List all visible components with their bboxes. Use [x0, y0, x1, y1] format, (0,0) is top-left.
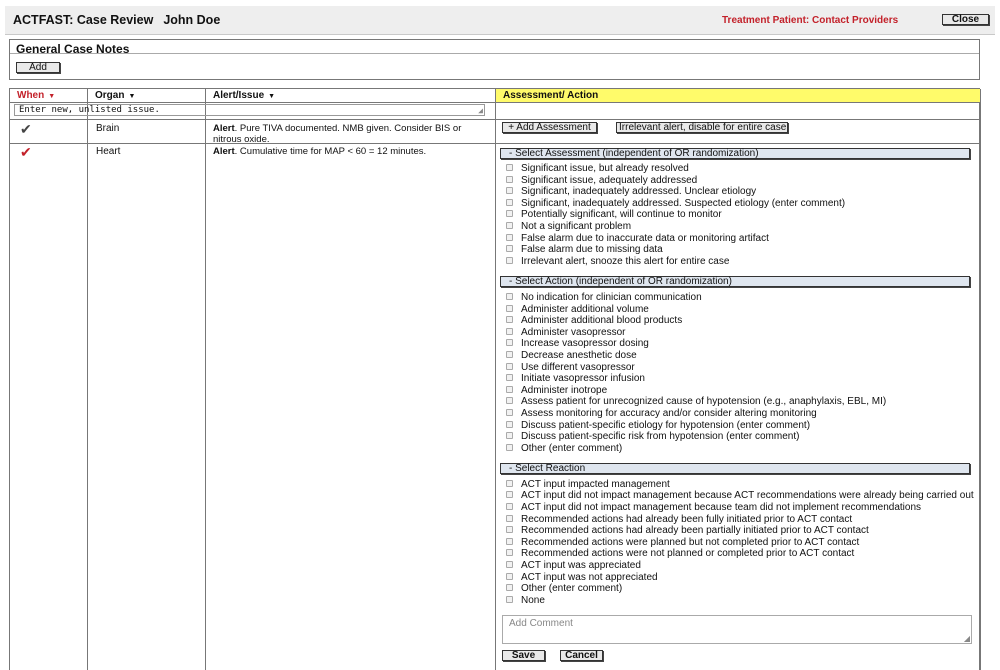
notes-title: General Case Notes — [16, 42, 130, 56]
column-divider — [205, 89, 206, 670]
reaction-option[interactable] — [506, 595, 545, 606]
action-option[interactable] — [506, 420, 810, 431]
checkbox-icon[interactable] — [506, 374, 513, 381]
organ-cell: Brain — [96, 123, 120, 134]
assessment-option[interactable] — [506, 163, 689, 174]
option-label: Potentially significant, will continue to monitor — [521, 209, 722, 220]
checkbox-icon[interactable] — [506, 210, 513, 217]
column-header-when[interactable] — [10, 89, 87, 102]
checkbox-icon[interactable] — [506, 444, 513, 451]
option-label: Administer inotrope — [521, 385, 608, 396]
assessment-option[interactable] — [506, 175, 697, 186]
row-divider — [10, 119, 979, 120]
option-label: ACT input impacted management — [521, 479, 670, 490]
comment-placeholder: Add Comment — [509, 618, 573, 629]
option-label: Recommended actions were not planned or completed prior to ACT contact — [521, 548, 855, 559]
checkbox-icon[interactable] — [506, 596, 513, 603]
assessment-option[interactable] — [506, 186, 756, 197]
assessment-option[interactable] — [506, 233, 769, 244]
sort-down-icon: ▼ — [128, 93, 136, 100]
checkbox-icon[interactable] — [506, 584, 513, 591]
column-divider — [980, 89, 981, 670]
checkbox-icon[interactable] — [506, 176, 513, 183]
checkbox-icon[interactable] — [506, 316, 513, 323]
checkmark-icon[interactable]: ✔ — [20, 121, 32, 137]
option-label: Other (enter comment) — [521, 443, 623, 454]
checkbox-icon[interactable] — [506, 328, 513, 335]
action-option[interactable] — [506, 327, 625, 338]
header-organ-label: Organ — [95, 90, 125, 101]
reaction-option[interactable] — [506, 583, 622, 594]
assessment-option[interactable] — [506, 256, 729, 267]
checkbox-icon[interactable] — [506, 199, 513, 206]
row-divider — [10, 143, 979, 144]
option-label: False alarm due to inaccurate data or monitoring artifact — [521, 233, 769, 244]
checkbox-icon[interactable] — [506, 386, 513, 393]
option-label: Use different vasopressor — [521, 362, 635, 373]
option-label: False alarm due to missing data — [521, 244, 663, 255]
option-label: Not a significant problem — [521, 221, 632, 232]
app-title: ACTFAST: Case Review — [13, 13, 154, 27]
assessment-option[interactable] — [506, 209, 722, 220]
option-label: ACT input was not appreciated — [521, 572, 658, 583]
select-reaction-header[interactable]: - Select Reaction — [500, 463, 970, 474]
checkbox-icon[interactable] — [506, 245, 513, 252]
option-label: Administer additional blood products — [521, 315, 683, 326]
assessment-option[interactable] — [506, 198, 845, 209]
column-header-alert[interactable] — [206, 89, 495, 102]
reaction-option[interactable] — [506, 479, 670, 490]
option-label: Assess monitoring for accuracy and/or consider altering monitoring — [521, 408, 817, 419]
checkbox-icon[interactable] — [506, 421, 513, 428]
checkbox-icon[interactable] — [506, 491, 513, 498]
alert-prefix: Alert — [213, 146, 235, 157]
select-action-header[interactable]: - Select Action (independent of OR randomization) — [500, 276, 970, 287]
page-title — [13, 13, 220, 27]
column-header-assessment — [496, 89, 980, 102]
checkbox-icon[interactable] — [506, 339, 513, 346]
option-label: Recommended actions had already been partially initiated prior to ACT contact — [521, 525, 869, 536]
alert-text: . Cumulative time for MAP < 60 = 12 minutes. — [234, 146, 427, 157]
checkbox-icon[interactable] — [506, 526, 513, 533]
checkbox-icon[interactable] — [506, 234, 513, 241]
action-option[interactable] — [506, 443, 622, 454]
checkbox-icon[interactable] — [506, 293, 513, 300]
notes-title-bar — [10, 40, 979, 54]
resize-handle-icon[interactable]: ◢ — [478, 106, 483, 115]
action-option[interactable] — [506, 292, 702, 303]
action-option[interactable] — [506, 385, 607, 396]
assessment-option[interactable] — [506, 221, 631, 232]
option-label: ACT input was appreciated — [521, 560, 641, 571]
row-divider — [10, 102, 979, 103]
checkbox-icon[interactable] — [506, 351, 513, 358]
reaction-option[interactable] — [506, 548, 854, 559]
action-option[interactable] — [506, 350, 637, 361]
header-alert-label: Alert/Issue — [213, 90, 265, 101]
sort-down-icon: ▼ — [268, 93, 276, 100]
option-label: Discuss patient-specific etiology for hypotension (enter comment) — [521, 420, 811, 431]
add-note-button[interactable]: Add — [16, 62, 60, 73]
checkbox-icon[interactable] — [506, 409, 513, 416]
checkbox-icon[interactable] — [506, 561, 513, 568]
add-comment-textarea[interactable] — [502, 615, 972, 644]
reaction-option[interactable] — [506, 525, 869, 536]
checkbox-icon[interactable] — [506, 573, 513, 580]
resize-handle-icon[interactable]: ◢ — [963, 634, 970, 643]
action-option[interactable] — [506, 304, 649, 315]
header-assessment-label: Assessment/ Action — [503, 90, 599, 101]
irrelevant-alert-button[interactable]: Irrelevant alert, disable for entire case — [616, 122, 788, 133]
option-label: Increase vasopressor dosing — [521, 338, 649, 349]
alert-cell — [213, 123, 489, 145]
cancel-button[interactable]: Cancel — [560, 650, 603, 661]
issues-table — [9, 88, 980, 670]
option-label: Other (enter comment) — [521, 583, 623, 594]
checkbox-icon[interactable] — [506, 503, 513, 510]
column-divider — [87, 89, 88, 670]
checkbox-icon[interactable] — [506, 515, 513, 522]
general-case-notes — [9, 39, 980, 80]
option-label: Significant, inadequately addressed. Unclear etiology — [521, 186, 757, 197]
option-label: None — [521, 595, 545, 606]
action-option[interactable] — [506, 362, 635, 373]
assessment-option[interactable] — [506, 244, 663, 255]
checkbox-icon[interactable] — [506, 222, 513, 229]
option-label: Administer vasopressor — [521, 327, 626, 338]
checkbox-icon[interactable] — [506, 164, 513, 171]
checkmark-icon[interactable]: ✔ — [20, 144, 32, 160]
checkbox-icon[interactable] — [506, 363, 513, 370]
action-option[interactable] — [506, 315, 682, 326]
reaction-option[interactable] — [506, 560, 641, 571]
reaction-option[interactable] — [506, 537, 859, 548]
option-label: Decrease anesthetic dose — [521, 350, 637, 361]
save-button[interactable]: Save — [502, 650, 545, 661]
option-label: Irrelevant alert, snooze this alert for entire case — [521, 256, 730, 267]
option-label: Significant, inadequately addressed. Suspected etiology (enter comment) — [521, 198, 846, 209]
option-label: Assess patient for unrecognized cause of hypotension (e.g., anaphylaxis, EBL, MI) — [521, 396, 887, 407]
checkbox-icon[interactable] — [506, 480, 513, 487]
status-text: Treatment Patient: Contact Providers — [722, 15, 899, 26]
app-header — [5, 6, 995, 35]
checkbox-icon[interactable] — [506, 432, 513, 439]
alert-text: . Pure TIVA documented. NMB given. Consider BIS or nitrous oxide. — [213, 123, 462, 145]
add-assessment-button[interactable]: + Add Assessment — [502, 122, 597, 133]
action-option[interactable] — [506, 408, 817, 419]
checkbox-icon[interactable] — [506, 305, 513, 312]
action-option[interactable] — [506, 431, 799, 442]
new-issue-input[interactable] — [14, 104, 485, 116]
checkbox-icon[interactable] — [506, 538, 513, 545]
select-assessment-header[interactable]: - Select Assessment (independent of OR randomization) — [500, 148, 970, 159]
reaction-option[interactable] — [506, 572, 658, 583]
checkbox-icon[interactable] — [506, 187, 513, 194]
reaction-option[interactable] — [506, 490, 974, 501]
option-label: Significant issue, but already resolved — [521, 163, 689, 174]
action-option[interactable] — [506, 338, 649, 349]
option-label: Initiate vasopressor infusion — [521, 373, 645, 384]
option-label: Significant issue, adequately addressed — [521, 175, 698, 186]
option-label: Recommended actions had already been fully initiated prior to ACT contact — [521, 514, 853, 525]
organ-cell: Heart — [96, 146, 121, 157]
column-header-organ[interactable] — [88, 89, 205, 102]
alert-prefix: Alert — [213, 123, 235, 134]
reaction-option[interactable] — [506, 502, 921, 513]
checkbox-icon[interactable] — [506, 549, 513, 556]
action-option[interactable] — [506, 396, 886, 407]
patient-name: John Doe — [163, 13, 221, 27]
option-label: No indication for clinician communication — [521, 292, 702, 303]
column-divider — [495, 89, 496, 670]
option-label: Recommended actions were planned but not completed prior to ACT contact — [521, 537, 860, 548]
close-button[interactable]: Close — [942, 14, 989, 25]
header-when-label: When — [17, 90, 45, 101]
option-label: ACT input did not impact management because ACT recommendations were already being carried out — [521, 490, 974, 501]
new-issue-placeholder: Enter new, unlisted issue. — [19, 105, 160, 115]
sort-down-icon: ▼ — [48, 93, 56, 100]
option-label: ACT input did not impact management because team did not implement recommendations — [521, 502, 922, 513]
option-label: Discuss patient-specific risk from hypotension (enter comment) — [521, 431, 800, 442]
option-label: Administer additional volume — [521, 304, 649, 315]
checkbox-icon[interactable] — [506, 257, 513, 264]
reaction-option[interactable] — [506, 514, 852, 525]
action-option[interactable] — [506, 373, 645, 384]
checkbox-icon[interactable] — [506, 397, 513, 404]
alert-cell — [213, 146, 489, 157]
